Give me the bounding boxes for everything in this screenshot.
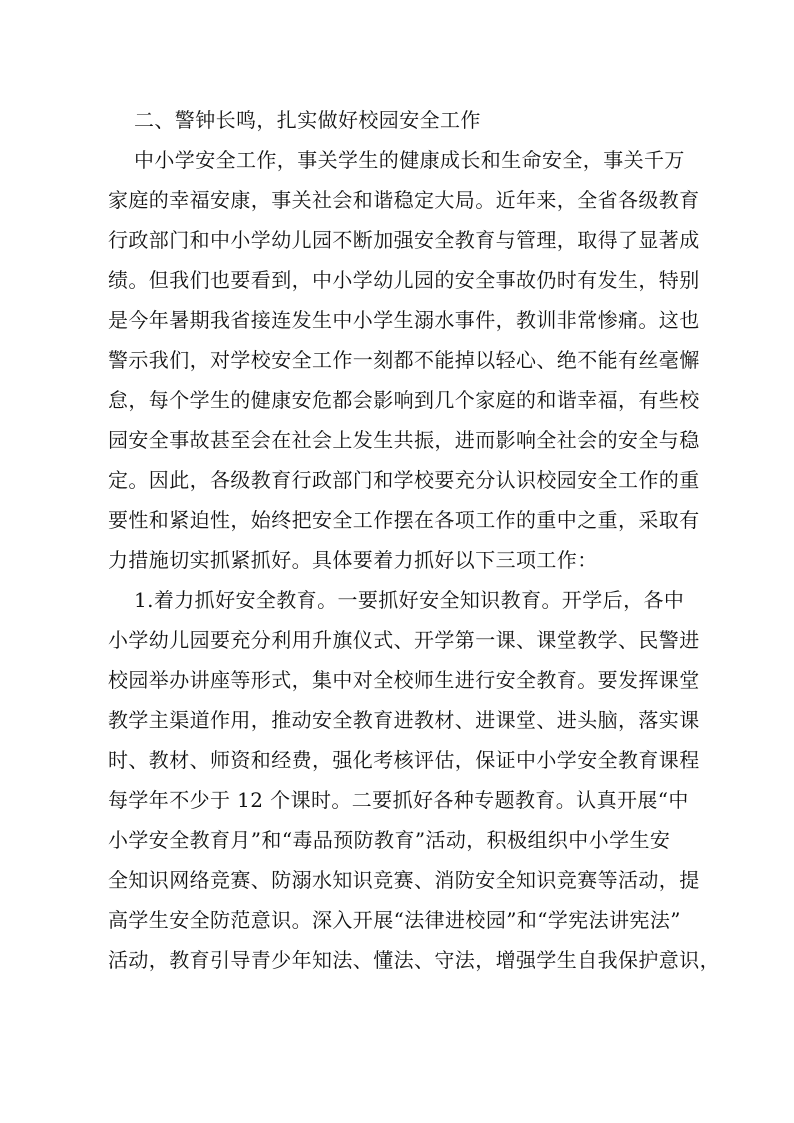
text-line: 警示我们，对学校安全工作一刻都不能掉以轻心、绝不能有丝毫懈 <box>108 348 700 372</box>
text-line: 绩。但我们也要看到，中小学幼儿园的安全事故仍时有发生，特别 <box>108 268 700 292</box>
text-line: 小学安全教育月”和“毒品预防教育”活动，积极组织中小学生安 <box>108 828 671 852</box>
text-line: 活动，教育引导青少年知法、懂法、守法，增强学生自我保护意识， <box>108 948 720 972</box>
text-line: 园安全事故甚至会在社会上发生共振，进而影响全社会的安全与稳 <box>108 428 700 452</box>
text-line: 每学年不少于 12 个课时。二要抓好各种专题教育。认真开展“中 <box>108 788 689 812</box>
text-line: 小学幼儿园要充分利用升旗仪式、开学第一课、课堂教学、民警进 <box>108 628 700 652</box>
text-line: 全知识网络竞赛、防溺水知识竞赛、消防安全知识竞赛等活动，提 <box>108 868 700 892</box>
text-line: 行政部门和中小学幼儿园不断加强安全教育与管理，取得了显著成 <box>108 228 700 252</box>
text-line: 家庭的幸福安康，事关社会和谐稳定大局。近年来，全省各级教育 <box>108 188 700 212</box>
text-line: 1.着力抓好安全教育。一要抓好安全知识教育。开学后，各中 <box>134 588 685 612</box>
text-line: 怠，每个学生的健康安危都会影响到几个家庭的和谐幸福，有些校 <box>108 388 700 412</box>
text-line: 校园举办讲座等形式，集中对全校师生进行安全教育。要发挥课堂 <box>108 668 700 692</box>
text-line: 时、教材、师资和经费，强化考核评估，保证中小学安全教育课程 <box>108 748 700 772</box>
text-line: 要性和紧迫性，始终把安全工作摆在各项工作的重中之重，采取有 <box>108 508 700 532</box>
text-line: 是今年暑期我省接连发生中小学生溺水事件，教训非常惨痛。这也 <box>108 308 700 332</box>
text-line: 教学主渠道作用，推动安全教育进教材、进课堂、进头脑，落实课 <box>108 708 700 732</box>
text-line: 力措施切实抓紧抓好。具体要着力抓好以下三项工作： <box>108 548 598 572</box>
text-line: 中小学安全工作，事关学生的健康成长和生命安全，事关千万 <box>134 148 685 172</box>
section-heading: 二、警钟长鸣，扎实做好校园安全工作 <box>134 108 481 132</box>
text-line: 定。因此，各级教育行政部门和学校要充分认识校园安全工作的重 <box>108 468 700 492</box>
text-line: 高学生安全防范意识。深入开展“法律进校园”和“学宪法讲宪法” <box>108 908 681 932</box>
